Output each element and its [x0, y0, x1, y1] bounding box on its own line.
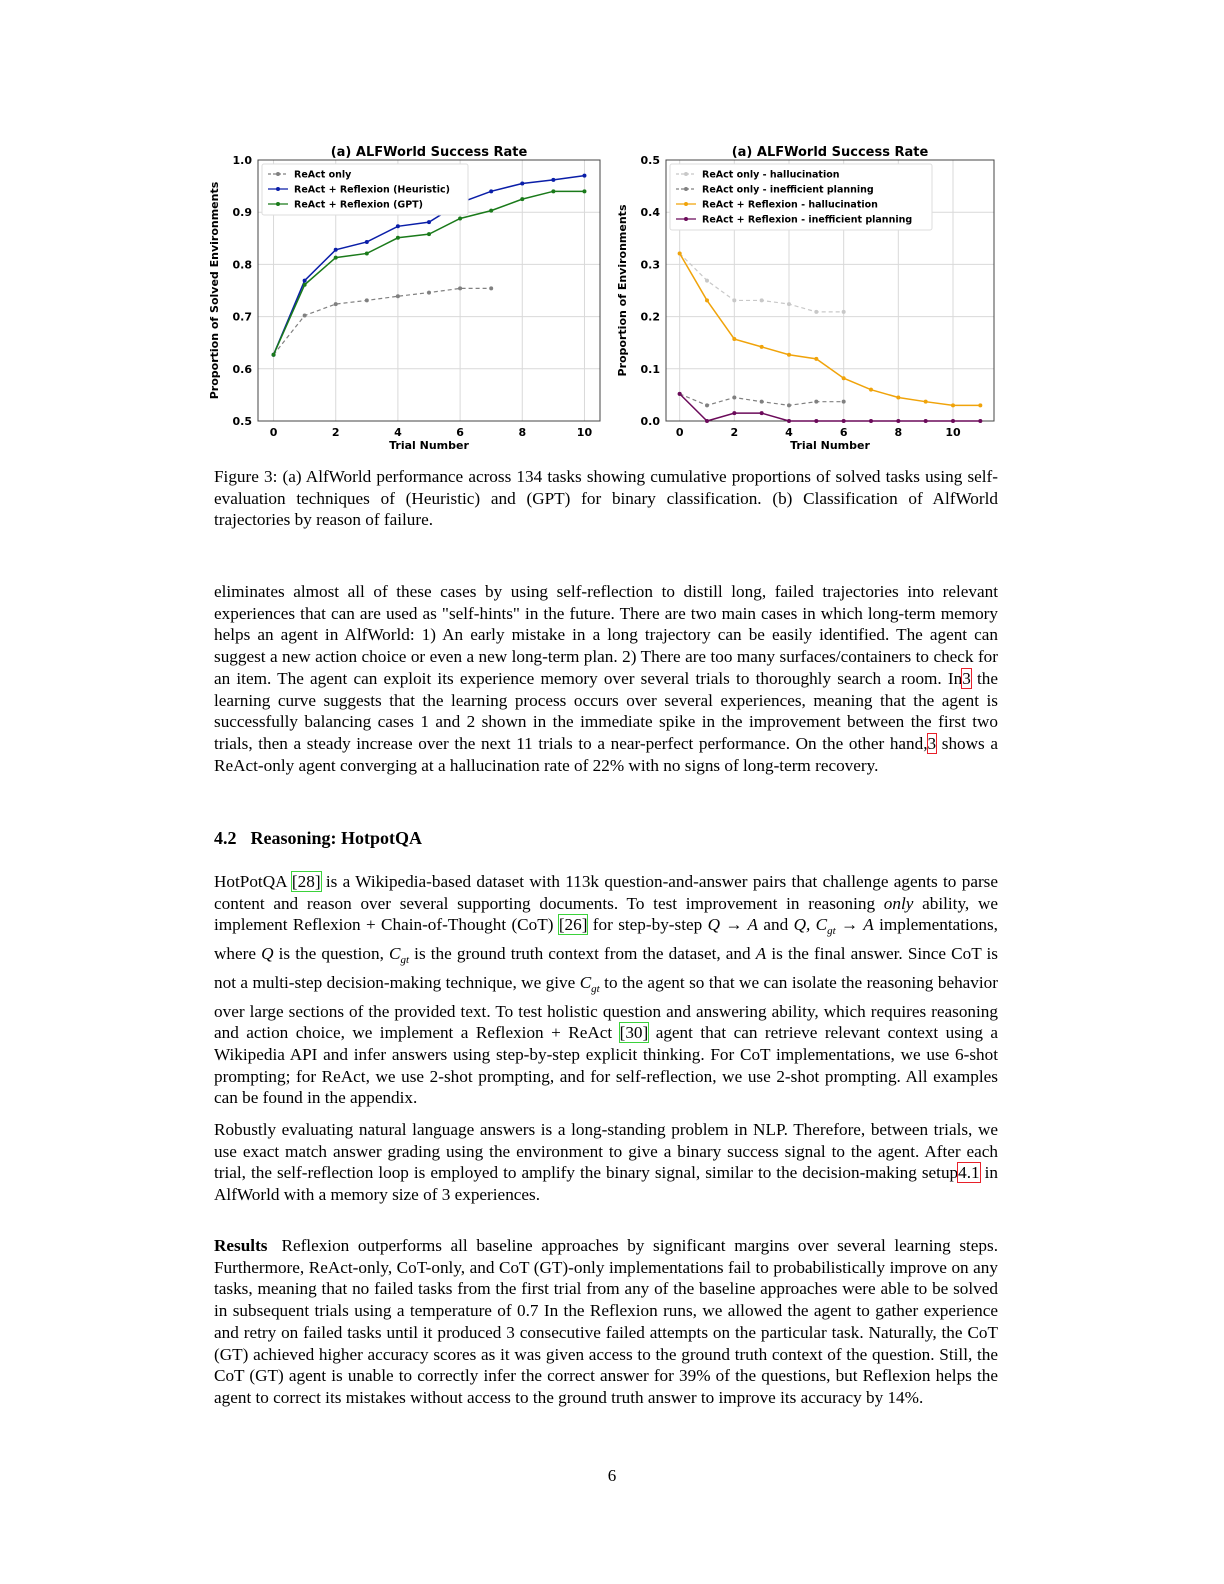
data-point [458, 216, 462, 220]
data-point [924, 400, 928, 404]
data-point [396, 294, 400, 298]
x-tick-label: 8 [518, 426, 527, 439]
data-point [842, 419, 846, 423]
data-point [705, 403, 709, 407]
legend-label: ReAct only - hallucination [702, 169, 840, 181]
legend-label: ReAct + Reflexion (GPT) [294, 199, 424, 211]
data-point [678, 251, 682, 255]
series-line [680, 394, 981, 421]
data-point [760, 400, 764, 404]
paragraph-alfworld-discussion: eliminates almost all of these cases by using self-reflection to distill long, failed trajectories into relevant experiences that can are used as "self-hints" in the future. There are two main cases in which long-term memory helps an agent in AlfWorld: 1) An early mistake in a long trajectory can be easily identified. The agent can suggest a new action choice or even a new long-term plan. 2) There are too many surfaces/containers to check for an item. The agent can exploit its experience memory over several trials to thoroughly search a room. In3 the learning curve suggests that the learning process occurs over several experiences, meaning that the agent is successfully balancing cases 1 and 2 shown in the immediate spike in the improvement between the first two trials, then a steady increase over the next 11 trials to a near-perfect performance. On the other hand,3 shows a ReAct-only agent converging at a hallucination rate of 22% with no signs of long-term recovery. [214, 582, 998, 775]
math-q-to-a: Q → A [707, 915, 759, 935]
data-point [787, 403, 791, 407]
data-point [396, 236, 400, 240]
legend-marker [684, 172, 688, 176]
data-point [978, 403, 982, 407]
data-point [869, 419, 873, 423]
data-point [732, 411, 736, 415]
legend-marker [684, 217, 688, 221]
data-point [427, 220, 431, 224]
data-point [787, 419, 791, 423]
legend-marker [684, 187, 688, 191]
x-tick-label: 0 [269, 426, 278, 439]
data-point [978, 419, 982, 423]
legend-marker [276, 187, 280, 191]
legend-label: ReAct only - inefficient planning [702, 184, 874, 196]
math-q-cgt: Q, $C_{gt} \to A$ [793, 915, 874, 938]
section-number: 4.2 [214, 828, 237, 848]
y-tick-label: 0.9 [232, 206, 252, 220]
data-point [842, 400, 846, 404]
data-point [896, 396, 900, 400]
y-tick-label: 0.5 [232, 415, 252, 428]
x-tick-label: 10 [945, 426, 961, 439]
citation-link[interactable]: [28] [291, 872, 321, 891]
data-point [520, 181, 524, 185]
series-line [680, 253, 844, 311]
data-point [489, 209, 493, 213]
y-tick-label: 0.0 [640, 415, 660, 428]
data-point [334, 302, 338, 306]
data-point [365, 240, 369, 244]
data-point [303, 283, 307, 287]
x-tick-label: 4 [785, 426, 793, 439]
series-line [274, 191, 585, 354]
figure-ref-link[interactable]: 3 [962, 668, 971, 688]
legend-label: ReAct + Reflexion - hallucination [702, 199, 878, 211]
y-tick-label: 0.5 [640, 154, 660, 167]
data-point [842, 376, 846, 380]
y-tick-label: 0.3 [640, 258, 660, 272]
chart-title: (a) ALFWorld Success Rate [731, 145, 929, 160]
paragraph-evaluation: Robustly evaluating natural language answers is a long-standing problem in NLP. Therefore, between trials, we use exact match answer grading using the environment to give a binary success signal to the agent. After each trial, the self-reflection loop is employed to amplify the binary signal, similar to the decision-making setup4.1 in AlfWorld with a memory size of 3 experiences. [214, 1120, 998, 1205]
figure-ref-link[interactable]: 3 [927, 733, 937, 753]
legend-label: ReAct only [294, 169, 352, 181]
section-ref-link[interactable]: 4.1 [958, 1163, 980, 1183]
data-point [334, 256, 338, 260]
y-tick-label: 0.2 [640, 310, 660, 324]
section-heading [214, 828, 422, 849]
data-point [272, 353, 276, 357]
data-point [896, 419, 900, 423]
data-point [334, 248, 338, 252]
x-tick-label: 2 [331, 426, 340, 439]
x-tick-label: 0 [675, 426, 684, 439]
x-axis-label: Trial Number [389, 439, 469, 452]
chart-success-rate [210, 140, 610, 460]
data-point [551, 189, 555, 193]
y-axis-label: Proportion of Environments [616, 204, 629, 377]
data-point [489, 189, 493, 193]
data-point [365, 298, 369, 302]
data-point [303, 314, 307, 318]
data-point [760, 411, 764, 415]
x-axis-label: Trial Number [790, 439, 870, 452]
data-point [951, 403, 955, 407]
citation-link[interactable]: [26] [558, 915, 588, 935]
y-axis-label: Proportion of Solved Environments [208, 181, 221, 400]
data-point [732, 298, 736, 302]
y-tick-label: 0.6 [232, 362, 252, 376]
legend-marker [684, 202, 688, 206]
x-tick-label: 6 [839, 426, 848, 439]
data-point [814, 357, 818, 361]
legend-label: ReAct + Reflexion (Heuristic) [294, 184, 450, 196]
data-point [489, 286, 493, 290]
data-point [787, 353, 791, 357]
data-point [427, 291, 431, 295]
math-cgt: $C_{gt}$ [579, 972, 600, 995]
x-tick-label: 2 [730, 426, 739, 439]
caption-text: Figure 3: (a) AlfWorld performance across 134 tasks showing cumulative proportions of solved tasks using self-evaluation techniques of (Heuristic) and (GPT) for binary classification. (b) Classification of AlfWorld trajectories by reason of failure. [214, 467, 998, 530]
x-tick-label: 6 [456, 426, 464, 439]
data-point [760, 298, 764, 302]
data-point [732, 396, 736, 400]
math-cgt: $C_{gt}$ [389, 944, 410, 967]
chart-failure-reasons [618, 140, 1008, 460]
y-tick-label: 0.4 [640, 206, 660, 220]
data-point [760, 345, 764, 349]
legend-marker [276, 172, 280, 176]
page-number: 6 [607, 1466, 617, 1485]
x-tick-label: 10 [576, 426, 593, 439]
legend-marker [276, 202, 280, 206]
data-point [924, 419, 928, 423]
data-point [396, 224, 400, 228]
data-point [732, 337, 736, 341]
data-point [814, 419, 818, 423]
data-point [814, 400, 818, 404]
y-tick-label: 0.7 [232, 310, 252, 324]
x-tick-label: 8 [894, 426, 903, 439]
paragraph-lead: Results [214, 1236, 268, 1255]
series-line [274, 288, 492, 354]
data-point [705, 419, 709, 423]
data-point [705, 279, 709, 283]
legend-label: ReAct + Reflexion - inefficient planning [702, 214, 913, 226]
y-tick-label: 0.8 [232, 258, 252, 272]
series-line [680, 253, 981, 405]
data-point [787, 302, 791, 306]
paragraph-results: Results Reflexion outperforms all baseline approaches by significant margins over several learning steps. Furthermore, ReAct-only, CoT-only, and CoT (GT)-only implementations fail to probabilistically improve on any tasks, meaning that no failed tasks from the first trial from any of the baseline approaches were able to be solved in subsequent trials using a temperature of 0.7 In the Reflexion runs, we allowed the agent to gather experience and retry on failed tasks until it produced 3 consecutive failed attempts on the particular task. Naturally, the CoT (GT) achieved higher accuracy scores as it was given access to the ground truth context of the question. Still, the CoT (GT) agent is unable to correctly infer the correct answer for 39% of the questions, but Reflexion helps the agent to correct its mistakes without access to the ground truth answer to improve its accuracy by 14%. [214, 1236, 998, 1407]
y-tick-label: 1.0 [232, 154, 252, 167]
data-point [814, 310, 818, 314]
data-point [551, 178, 555, 182]
data-point [303, 279, 307, 283]
data-point [520, 197, 524, 201]
data-point [842, 310, 846, 314]
data-point [678, 392, 682, 396]
chart-title: (a) ALFWorld Success Rate [330, 145, 528, 160]
section-title: Reasoning: HotpotQA [250, 828, 423, 848]
data-point [458, 286, 462, 290]
figure-caption [214, 466, 998, 531]
citation-link[interactable]: [30] [619, 1023, 649, 1043]
data-point [582, 174, 586, 178]
data-point [365, 251, 369, 255]
x-tick-label: 4 [394, 426, 402, 439]
paragraph-hotpotqa: HotPotQA [28] is a Wikipedia-based dataset with 113k question-and-answer pairs that challenge agents to parse content and reason over several supporting documents. To test improvement in reasoning only ability, we implement Reflexion + Chain-of-Thought (CoT) [26] for step-by-step Q → A and Q, $C_{gt} \to A$ implementations, where Q is the question, $C_{gt}$ is the ground truth context from the dataset, and A is the final answer. Since CoT is not a multi-step decision-making technique, we give $C_{gt}$ to the agent so that we can isolate the reasoning behavior over large sections of the provided text. To test holistic question and answering ability, which requires reasoning and action choice, we implement a Reflexion + ReAct [30] agent that can retrieve relevant context using a Wikipedia API and infer answers using step-by-step explicit thinking. For CoT implementations, we use 6-shot prompting; for ReAct, we use 2-shot prompting, and for self-reflection, we use 2-shot prompting. All examples can be found in the appendix. [214, 872, 998, 1108]
data-point [951, 419, 955, 423]
y-tick-label: 0.1 [640, 362, 660, 376]
data-point [427, 232, 431, 236]
data-point [705, 298, 709, 302]
data-point [582, 189, 586, 193]
data-point [869, 388, 873, 392]
